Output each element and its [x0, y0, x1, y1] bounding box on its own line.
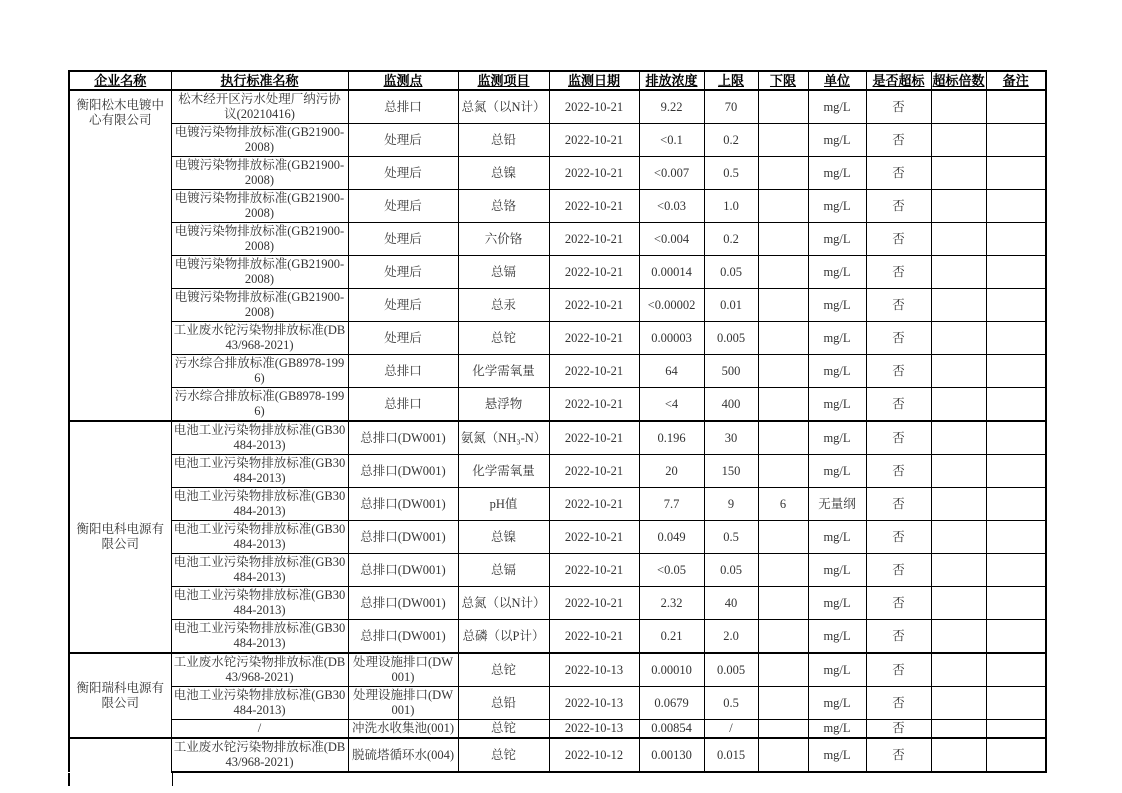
cell-remark [986, 124, 1046, 157]
cell-upper: 40 [704, 587, 758, 620]
cell-standard: 电镀污染物排放标准(GB21900-2008) [171, 256, 348, 289]
cell-exceeded: 否 [866, 720, 931, 739]
table-row [69, 738, 1046, 772]
cell-unit: mg/L [808, 653, 866, 687]
cell-unit: mg/L [808, 587, 866, 620]
cell-item: 化学需氧量 [458, 355, 549, 388]
cell-lower [758, 322, 808, 355]
cell-standard: 工业废水铊污染物排放标准(DB43/968-2021) [171, 653, 348, 687]
cell-point: 总排口 [348, 90, 458, 124]
cell-concentration: <0.1 [639, 124, 704, 157]
company-name [69, 738, 171, 772]
cell-multiple [931, 620, 986, 654]
table-row [69, 256, 1046, 289]
cell-standard: 电池工业污染物排放标准(GB30484-2013) [171, 587, 348, 620]
cell-upper: 0.005 [704, 653, 758, 687]
cell-remark [986, 322, 1046, 355]
cell-upper: 70 [704, 90, 758, 124]
cell-standard: 电池工业污染物排放标准(GB30484-2013) [171, 687, 348, 720]
cell-unit: mg/L [808, 421, 866, 455]
table-row [69, 157, 1046, 190]
cell-multiple [931, 421, 986, 455]
cell-standard: 电池工业污染物排放标准(GB30484-2013) [171, 421, 348, 455]
cell-exceeded: 否 [866, 190, 931, 223]
cell-date: 2022-10-21 [549, 355, 639, 388]
cell-concentration: <0.007 [639, 157, 704, 190]
table-row [69, 687, 1046, 720]
cell-remark [986, 388, 1046, 422]
table-row [69, 421, 1046, 455]
cell-lower [758, 720, 808, 739]
cell-remark [986, 355, 1046, 388]
cell-exceeded: 否 [866, 223, 931, 256]
table-row [69, 653, 1046, 687]
cell-standard: 电池工业污染物排放标准(GB30484-2013) [171, 488, 348, 521]
cell-date: 2022-10-21 [549, 322, 639, 355]
cell-date: 2022-10-21 [549, 421, 639, 455]
cell-lower [758, 421, 808, 455]
cell-remark [986, 554, 1046, 587]
cell-upper: 0.5 [704, 157, 758, 190]
cell-multiple [931, 687, 986, 720]
cell-exceeded: 否 [866, 653, 931, 687]
company-name: 衡阳松木电镀中心有限公司 [69, 90, 171, 421]
table-row [69, 388, 1046, 422]
cell-upper: 150 [704, 455, 758, 488]
cell-remark [986, 587, 1046, 620]
table-row [69, 289, 1046, 322]
cell-exceeded: 否 [866, 687, 931, 720]
cell-remark [986, 90, 1046, 124]
cell-item: 总汞 [458, 289, 549, 322]
table-row [69, 720, 1046, 739]
cell-item: 总铊 [458, 720, 549, 739]
cell-point: 处理后 [348, 124, 458, 157]
column-header-11: 备注 [986, 71, 1046, 90]
cell-lower [758, 90, 808, 124]
cell-exceeded: 否 [866, 355, 931, 388]
cell-remark [986, 223, 1046, 256]
cell-concentration: 0.049 [639, 521, 704, 554]
column-header-10: 超标倍数 [932, 73, 985, 88]
cell-upper: 0.005 [704, 322, 758, 355]
cell-point: 处理设施排口(DW001) [348, 687, 458, 720]
table-row [69, 355, 1046, 388]
cell-concentration: 0.196 [639, 421, 704, 455]
cell-unit: mg/L [808, 190, 866, 223]
cell-lower [758, 388, 808, 422]
cell-lower [758, 687, 808, 720]
cell-exceeded: 否 [866, 124, 931, 157]
cell-unit: mg/L [808, 388, 866, 422]
cell-concentration: 0.00130 [639, 738, 704, 772]
cell-upper: 0.01 [704, 289, 758, 322]
column-header-0: 企业名称 [69, 71, 171, 90]
cell-standard: 工业废水铊污染物排放标准(DB43/968-2021) [171, 322, 348, 355]
report-sheet [68, 70, 1047, 786]
cell-exceeded: 否 [866, 587, 931, 620]
cell-exceeded: 否 [866, 157, 931, 190]
cell-standard: 电池工业污染物排放标准(GB30484-2013) [171, 521, 348, 554]
table-row [69, 521, 1046, 554]
cell-item: 总氮（以N计） [458, 90, 549, 124]
cell-item: 总氮（以N计） [458, 587, 549, 620]
column-header-1: 执行标准名称 [171, 71, 348, 90]
cell-multiple [931, 90, 986, 124]
cell-exceeded: 否 [866, 256, 931, 289]
cell-exceeded: 否 [866, 388, 931, 422]
table-row [69, 587, 1046, 620]
cell-point: 总排口 [348, 388, 458, 422]
cell-standard: 电池工业污染物排放标准(GB30484-2013) [171, 455, 348, 488]
column-header-6: 上限 [704, 71, 758, 90]
table-header [69, 71, 1046, 90]
cell-exceeded: 否 [866, 620, 931, 654]
cell-point: 总排口(DW001) [348, 587, 458, 620]
cell-upper: 9 [704, 488, 758, 521]
cell-date: 2022-10-13 [549, 653, 639, 687]
cell-concentration: 20 [639, 455, 704, 488]
cell-point: 处理后 [348, 157, 458, 190]
cell-point: 处理后 [348, 289, 458, 322]
cell-unit: mg/L [808, 687, 866, 720]
cell-concentration: 0.0679 [639, 687, 704, 720]
cell-remark [986, 720, 1046, 739]
cell-date: 2022-10-13 [549, 687, 639, 720]
cell-item: 总镉 [458, 256, 549, 289]
cell-multiple [931, 720, 986, 739]
cell-item: 总镍 [458, 521, 549, 554]
column-header-8: 单位 [808, 71, 866, 90]
cell-unit: mg/L [808, 720, 866, 739]
cell-date: 2022-10-21 [549, 157, 639, 190]
cell-unit: mg/L [808, 738, 866, 772]
column-header-9: 是否超标 [866, 71, 931, 90]
cell-upper: 2.0 [704, 620, 758, 654]
cell-multiple [931, 587, 986, 620]
cell-upper: 1.0 [704, 190, 758, 223]
cell-lower [758, 587, 808, 620]
company-group-1 [69, 421, 1046, 653]
cell-date: 2022-10-13 [549, 720, 639, 739]
cell-lower [758, 738, 808, 772]
table-row [69, 620, 1046, 654]
cell-exceeded: 否 [866, 421, 931, 455]
cell-remark [986, 488, 1046, 521]
cell-concentration: 0.21 [639, 620, 704, 654]
cell-multiple [931, 190, 986, 223]
cell-unit: mg/L [808, 620, 866, 654]
cell-unit: mg/L [808, 157, 866, 190]
cell-point: 总排口 [348, 355, 458, 388]
cell-concentration: 0.00010 [639, 653, 704, 687]
cell-standard: 电池工业污染物排放标准(GB30484-2013) [171, 554, 348, 587]
cell-concentration: 9.22 [639, 90, 704, 124]
cell-concentration: <0.05 [639, 554, 704, 587]
cell-remark [986, 190, 1046, 223]
cell-item: 化学需氧量 [458, 455, 549, 488]
cell-date: 2022-10-21 [549, 620, 639, 654]
cell-concentration: 0.00014 [639, 256, 704, 289]
cell-multiple [931, 256, 986, 289]
cell-upper: 400 [704, 388, 758, 422]
cell-concentration: <0.004 [639, 223, 704, 256]
cell-upper: 0.2 [704, 124, 758, 157]
cell-unit: mg/L [808, 90, 866, 124]
cell-point: 处理后 [348, 322, 458, 355]
cell-point: 总排口(DW001) [348, 455, 458, 488]
cell-remark [986, 620, 1046, 654]
cell-lower [758, 124, 808, 157]
cell-upper: 0.05 [704, 554, 758, 587]
cell-date: 2022-10-21 [549, 124, 639, 157]
cell-upper: 0.015 [704, 738, 758, 772]
column-header-4: 监测日期 [549, 71, 639, 90]
cell-lower [758, 554, 808, 587]
cell-unit: mg/L [808, 289, 866, 322]
cell-upper: 0.05 [704, 256, 758, 289]
cell-standard: 电镀污染物排放标准(GB21900-2008) [171, 223, 348, 256]
cell-standard: 电池工业污染物排放标准(GB30484-2013) [171, 620, 348, 654]
cell-unit: mg/L [808, 455, 866, 488]
cell-multiple [931, 322, 986, 355]
cell-lower [758, 157, 808, 190]
cell-upper: 0.5 [704, 521, 758, 554]
cell-date: 2022-10-21 [549, 223, 639, 256]
cell-lower [758, 620, 808, 654]
cell-concentration: <0.03 [639, 190, 704, 223]
column-header-7: 下限 [758, 71, 808, 90]
company-name: 衡阳电科电源有限公司 [69, 421, 171, 653]
cell-lower [758, 190, 808, 223]
cell-standard: / [171, 720, 348, 739]
column-header-3: 监测项目 [458, 71, 549, 90]
cell-lower [758, 521, 808, 554]
cell-date: 2022-10-21 [549, 90, 639, 124]
cell-lower: 6 [758, 488, 808, 521]
cell-date: 2022-10-12 [549, 738, 639, 772]
cell-exceeded: 否 [866, 455, 931, 488]
cell-point: 总排口(DW001) [348, 521, 458, 554]
cell-point: 总排口(DW001) [348, 620, 458, 654]
cell-standard: 污水综合排放标准(GB8978-1996) [171, 388, 348, 422]
cell-item: 悬浮物 [458, 388, 549, 422]
cell-point: 冲洗水收集池(001) [348, 720, 458, 739]
cell-standard: 松木经开区污水处理厂纳污协议(20210416) [171, 90, 348, 124]
cell-point: 处理后 [348, 223, 458, 256]
company-group-0 [69, 90, 1046, 421]
table-row [69, 488, 1046, 521]
table-row [69, 322, 1046, 355]
cell-unit: mg/L [808, 124, 866, 157]
cell-multiple [931, 124, 986, 157]
cell-unit: mg/L [808, 322, 866, 355]
cell-item: pH值 [458, 488, 549, 521]
cell-standard: 电镀污染物排放标准(GB21900-2008) [171, 157, 348, 190]
cell-multiple [931, 455, 986, 488]
cell-item: 总铊 [458, 653, 549, 687]
cell-standard: 电镀污染物排放标准(GB21900-2008) [171, 124, 348, 157]
cell-concentration: 2.32 [639, 587, 704, 620]
cell-standard: 污水综合排放标准(GB8978-1996) [171, 355, 348, 388]
cell-remark [986, 738, 1046, 772]
cell-concentration: 64 [639, 355, 704, 388]
cell-exceeded: 否 [866, 554, 931, 587]
cell-lower [758, 289, 808, 322]
cell-item: 总铅 [458, 124, 549, 157]
cell-remark [986, 256, 1046, 289]
cell-remark [986, 421, 1046, 455]
cell-exceeded: 否 [866, 289, 931, 322]
cell-upper: 0.2 [704, 223, 758, 256]
cell-remark [986, 157, 1046, 190]
cell-item: 总铊 [458, 322, 549, 355]
cell-standard: 工业废水铊污染物排放标准(DB43/968-2021) [171, 738, 348, 772]
cell-point: 总排口(DW001) [348, 554, 458, 587]
table-row [69, 90, 1046, 124]
cell-standard: 电镀污染物排放标准(GB21900-2008) [171, 289, 348, 322]
company-name: 衡阳瑞科电源有限公司 [69, 653, 171, 738]
cell-upper: / [704, 720, 758, 739]
table-row [69, 455, 1046, 488]
cell-point: 处理设施排口(DW001) [348, 653, 458, 687]
cell-date: 2022-10-21 [549, 289, 639, 322]
cell-item: 六价铬 [458, 223, 549, 256]
cell-date: 2022-10-21 [549, 388, 639, 422]
cell-item: 总磷（以P计） [458, 620, 549, 654]
cell-multiple [931, 223, 986, 256]
cell-unit: mg/L [808, 355, 866, 388]
cell-item: 总镍 [458, 157, 549, 190]
cell-concentration: <4 [639, 388, 704, 422]
cell-date: 2022-10-21 [549, 455, 639, 488]
cell-item: 总镉 [458, 554, 549, 587]
cell-date: 2022-10-21 [549, 521, 639, 554]
company-group-2 [69, 653, 1046, 738]
cell-remark [986, 687, 1046, 720]
cell-unit: mg/L [808, 554, 866, 587]
cell-exceeded: 否 [866, 521, 931, 554]
table-row [69, 554, 1046, 587]
cell-date: 2022-10-21 [549, 554, 639, 587]
cell-point: 处理后 [348, 190, 458, 223]
cell-multiple [931, 157, 986, 190]
cell-date: 2022-10-21 [549, 256, 639, 289]
cell-remark [986, 289, 1046, 322]
table-row [69, 124, 1046, 157]
cell-unit: mg/L [808, 521, 866, 554]
cell-point: 脱硫塔循环水(004) [348, 738, 458, 772]
cell-remark [986, 455, 1046, 488]
cell-date: 2022-10-21 [549, 587, 639, 620]
cell-lower [758, 455, 808, 488]
header-row [69, 71, 1046, 90]
cell-multiple [931, 488, 986, 521]
cell-item: 总铬 [458, 190, 549, 223]
cell-item: 总铊 [458, 738, 549, 772]
cell-unit: 无量纲 [808, 488, 866, 521]
cell-point: 总排口(DW001) [348, 488, 458, 521]
cell-point: 处理后 [348, 256, 458, 289]
cell-remark [986, 521, 1046, 554]
cell-multiple [931, 355, 986, 388]
cell-multiple [931, 554, 986, 587]
cell-concentration: 0.00003 [639, 322, 704, 355]
table-row [69, 190, 1046, 223]
cell-multiple [931, 289, 986, 322]
cell-item: 总铅 [458, 687, 549, 720]
column-header-5: 排放浓度 [639, 71, 704, 90]
cell-exceeded: 否 [866, 738, 931, 772]
cell-concentration: 7.7 [639, 488, 704, 521]
cell-remark [986, 653, 1046, 687]
cell-standard: 电镀污染物排放标准(GB21900-2008) [171, 190, 348, 223]
cell-concentration: 0.00854 [639, 720, 704, 739]
cell-item: 氨氮（NH₃-N） [458, 421, 549, 455]
cell-multiple [931, 653, 986, 687]
table-row [69, 223, 1046, 256]
cell-lower [758, 256, 808, 289]
cell-upper: 500 [704, 355, 758, 388]
cell-upper: 30 [704, 421, 758, 455]
cell-unit: mg/L [808, 256, 866, 289]
cell-exceeded: 否 [866, 90, 931, 124]
company-cell-continuation [68, 773, 173, 786]
monitoring-table [68, 70, 1047, 773]
cell-exceeded: 否 [866, 488, 931, 521]
cell-multiple [931, 738, 986, 772]
cell-point: 总排口(DW001) [348, 421, 458, 455]
cell-exceeded: 否 [866, 322, 931, 355]
cell-concentration: <0.00002 [639, 289, 704, 322]
cell-date: 2022-10-21 [549, 488, 639, 521]
cell-unit: mg/L [808, 223, 866, 256]
cell-lower [758, 653, 808, 687]
cell-date: 2022-10-21 [549, 190, 639, 223]
cell-lower [758, 355, 808, 388]
column-header-2: 监测点 [348, 71, 458, 90]
cell-upper: 0.5 [704, 687, 758, 720]
cell-multiple [931, 388, 986, 422]
company-group-3 [69, 738, 1046, 772]
cell-lower [758, 223, 808, 256]
cell-multiple [931, 521, 986, 554]
